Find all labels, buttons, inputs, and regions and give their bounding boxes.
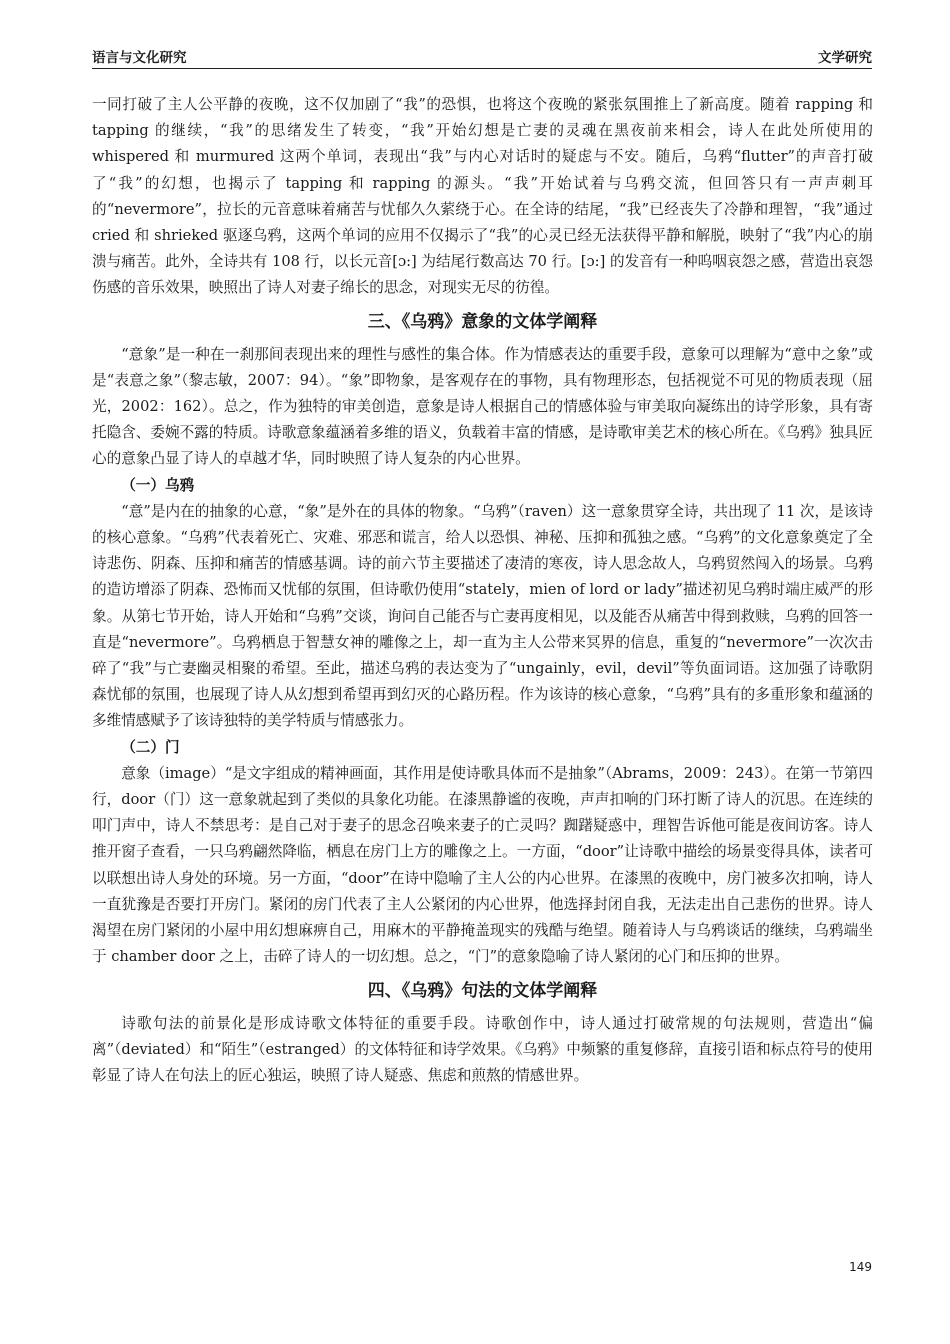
paragraph-sound-analysis: 一同打破了主人公平静的夜晚，这不仅加剧了“我”的恐惧，也将这个夜晚的紧张氛围推上了新高度。随着 rapping 和 tapping 的继续，“我”的思绪发生了转变，“我”开始幻想是亡妻的灵魂在黑夜前来相会，诗人在此处所使用的 whispered 和 murmured 这两个单词，表现出“我”与内心对话时的疑虑与不安。随后，乌鸦“flutter”的声音打破了“我”的幻想，也揭示了 tapping 和 rapping 的源头。“我”开始试着与乌鸦交流，但回答只有一声声刺耳的“nevermore”，拉长的元音意味着痛苦与忧郁久久萦绕于心。在全诗的结尾，“我”已经丧失了冷静和理智，“我”通过 cried 和 shrieked 驱逐乌鸦，这两个单词的应用不仅揭示了“我”的心灵已经无法获得平静和解脱，映射了“我”内心的崩溃与痛苦。此外，全诗共有 108 行，以长元音[ɔ:] 为结尾行数高达 70 行。[ɔ:] 的发音有一种呜咽哀怨之感，营造出哀怨伤感的音乐效果，映照出了诗人对妻子绵长的思念，对现实无尽的彷徨。 — [92, 96, 873, 297]
paragraph-door: 意象（image）“是文字组成的精神画面，其作用是使诗歌具体而不是抽象”（Abrams，2009：243）。在第一节第四行，door（门）这一意象就起到了类似的具象化功能。在漆黑静谧的夜晚，声声扣响的门环打断了诗人的沉思。在连续的叩门声中，诗人不禁思考：是自己对于妻子的思念召唤来妻子的亡灵吗？踟躇疑惑中，理智告诉他可能是夜间访客。诗人推开窗子查看，一只乌鸦翩然降临，栖息在房门上方的雕像之上。一方面，“door”让诗歌中描绘的场景变得具体，读者可以联想出诗人身处的环境。另一方面，“door”在诗中隐喻了主人公的内心世界。在漆黑的夜晚中，房门被多次扣响，诗人一直犹豫是否要打开房门。紧闭的房门代表了主人公紧闭的内心世界，他选择封闭自我，无法走出自己悲伤的世界。诗人渴望在房门紧闭的小屋中用幻想麻痹自己，用麻木的平静掩盖现实的残酷与绝望。随着诗人与乌鸦谈话的继续，乌鸦端坐于 chamber door 之上，击碎了诗人的一切幻想。总之，“门”的意象隐喻了诗人紧闭的心门和压抑的世界。 — [92, 764, 873, 966]
section-heading-syntax: 四、《乌鸦》句法的文体学阐释 — [367, 980, 598, 1001]
section-heading-imagery: 三、《乌鸦》意象的文体学阐释 — [367, 311, 598, 332]
page-number: 149 — [849, 1260, 872, 1274]
running-header — [92, 44, 872, 69]
paragraph-raven: “意”是内在的抽象的心意，“象”是外在的具体的物象。“乌鸦”（raven）这一意象贯穿全诗，共出现了 11 次，是该诗的核心意象。“乌鸦”代表着死亡、灾难、邪恶和谎言，给人以恐惧、神秘、压抑和孤独之感。“乌鸦”的文化意象奠定了全诗悲伤、阴森、压抑和痛苦的情感基调。诗的前六节主要描述了凄清的寒夜，诗人思念故人，乌鸦贸然闯入的场景。乌鸦的造访增添了阴森、恐怖而又忧郁的氛围，但诗歌仍使用“stately，mien of lord or lady”描述初见乌鸦时端庄威严的形象。从第七节开始，诗人开始和“乌鸦”交谈，询问自己能否与亡妻再度相见，以及能否从痛苦中得到救赎，乌鸦的回答一直是“nevermore”。乌鸦栖息于智慧女神的雕像之上，却一直为主人公带来冥界的信息，重复的“nevermore”一次次击碎了“我”与亡妻幽灵相聚的希望。至此，描述乌鸦的表达变为了“ungainly，evil，devil”等负面词语。这加强了诗歌阴森忧郁的氛围，也展现了诗人从幻想到希望再到幻灭的心路历程。作为该诗的核心意象，“乌鸦”具有的多重形象和蕴涵的多维情感赋予了该诗独特的美学特质与情感张力。 — [92, 502, 873, 730]
paragraph-imagery-intro: “意象”是一种在一刹那间表现出来的理性与感性的集合体。作为情感表达的重要手段，意象可以理解为“意中之象”或是“表意之象”（黎志敏，2007：94）。“象”即物象，是客观存在的事物，具有物理形态，包括视觉不可见的物质表现（屈光，2002：162）。总之，作为独特的审美创造，意象是诗人根据自己的情感体验与审美取向凝练出的诗学形象，具有寄托隐含、委婉不露的特质。诗歌意象蕴涵着多维的语义，负载着丰富的情感，是诗歌审美艺术的核心所在。《乌鸦》独具匠心的意象凸显了诗人的卓越才华，同时映照了诗人复杂的内心世界。 — [92, 345, 873, 468]
subheading-raven: （一）乌鸦 — [121, 476, 195, 494]
paragraph-syntax: 诗歌句法的前景化是形成诗歌文体特征的重要手段。诗歌创作中，诗人通过打破常规的句法规则，营造出“偏离”（deviated）和“陌生”（estranged）的文体特征和诗学效果。《乌鸦》中频繁的重复修辞，直接引语和标点符号的使用彰显了诗人在句法上的匠心独运，映照了诗人疑惑、焦虑和煎熬的情感世界。 — [92, 1014, 873, 1084]
article-body — [92, 92, 873, 1089]
journal-title: 语言与文化研究 — [92, 50, 187, 66]
subheading-door: （二）门 — [121, 738, 180, 756]
section-label: 文学研究 — [818, 50, 872, 66]
